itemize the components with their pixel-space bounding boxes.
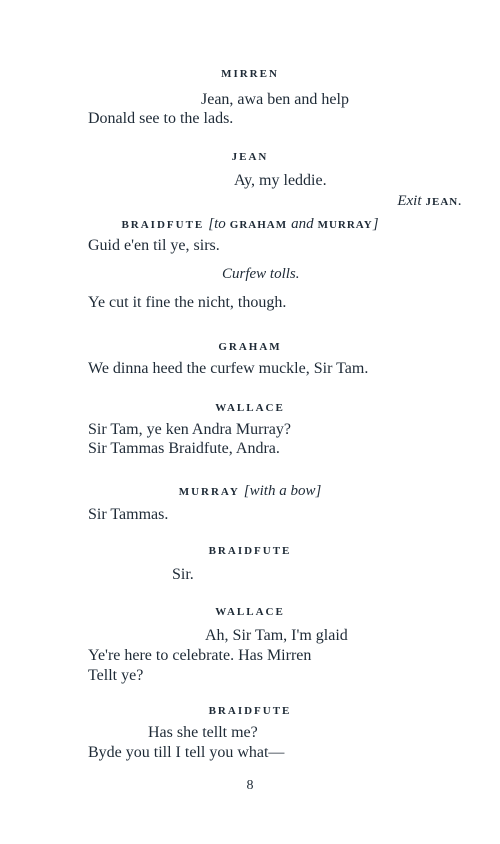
dialogue-line: Ay, my leddie.	[234, 172, 327, 189]
speaker-mirren: MIRREN	[221, 68, 279, 80]
direction-and: and	[291, 216, 314, 232]
speaker-graham: GRAHAM	[218, 341, 282, 353]
direction-name-murray: MURRAY	[317, 219, 373, 231]
dialogue-line: Ah, Sir Tam, I'm glaid	[205, 627, 348, 644]
dialogue-line: Has she tellt me?	[148, 724, 258, 741]
speaker-braidfute: BRAIDFUTE	[208, 545, 292, 557]
dialogue-line: Ye're here to celebrate. Has Mirren	[88, 647, 312, 664]
direction-open: [to	[208, 216, 226, 232]
direction-name-graham: GRAHAM	[229, 219, 288, 231]
dialogue-line: Donald see to the lads.	[88, 110, 234, 127]
dialogue-line: Guid e'en til ye, sirs.	[88, 237, 220, 254]
dialogue-line: Byde you till I tell you what—	[88, 744, 285, 761]
speaker-braidfute: BRAIDFUTE	[121, 219, 205, 231]
dialogue-line: Sir Tam, ye ken Andra Murray?	[88, 421, 291, 438]
dialogue-line: We dinna heed the curfew muckle, Sir Tam.	[88, 360, 369, 377]
speaker-wallace: WALLACE	[215, 402, 285, 414]
direction-with-a-bow: [with a bow]	[243, 483, 322, 499]
speaker-murray-heading	[0, 482, 500, 500]
dialogue-line: Sir.	[172, 566, 194, 583]
dialogue-line: Sir Tammas Braidfute, Andra.	[88, 440, 280, 457]
speaker-murray: MURRAY	[178, 486, 240, 498]
dialogue-line: Ye cut it fine the nicht, though.	[88, 294, 287, 311]
speaker-braidfute-heading	[0, 215, 500, 233]
dialogue-line: Jean, awa ben and help	[201, 91, 349, 108]
speaker-jean: JEAN	[231, 151, 269, 163]
direction-close: ]	[372, 216, 379, 232]
page-number: 8	[246, 778, 254, 793]
speaker-braidfute: BRAIDFUTE	[208, 705, 292, 717]
stage-direction-exit	[397, 192, 462, 210]
exit-name: JEAN.	[425, 196, 462, 208]
dialogue-line: Tellt ye?	[88, 667, 144, 684]
exit-word: Exit	[397, 193, 422, 209]
dialogue-line: Sir Tammas.	[88, 506, 169, 523]
speaker-wallace: WALLACE	[215, 606, 285, 618]
stage-direction-curfew: Curfew tolls.	[222, 266, 300, 282]
